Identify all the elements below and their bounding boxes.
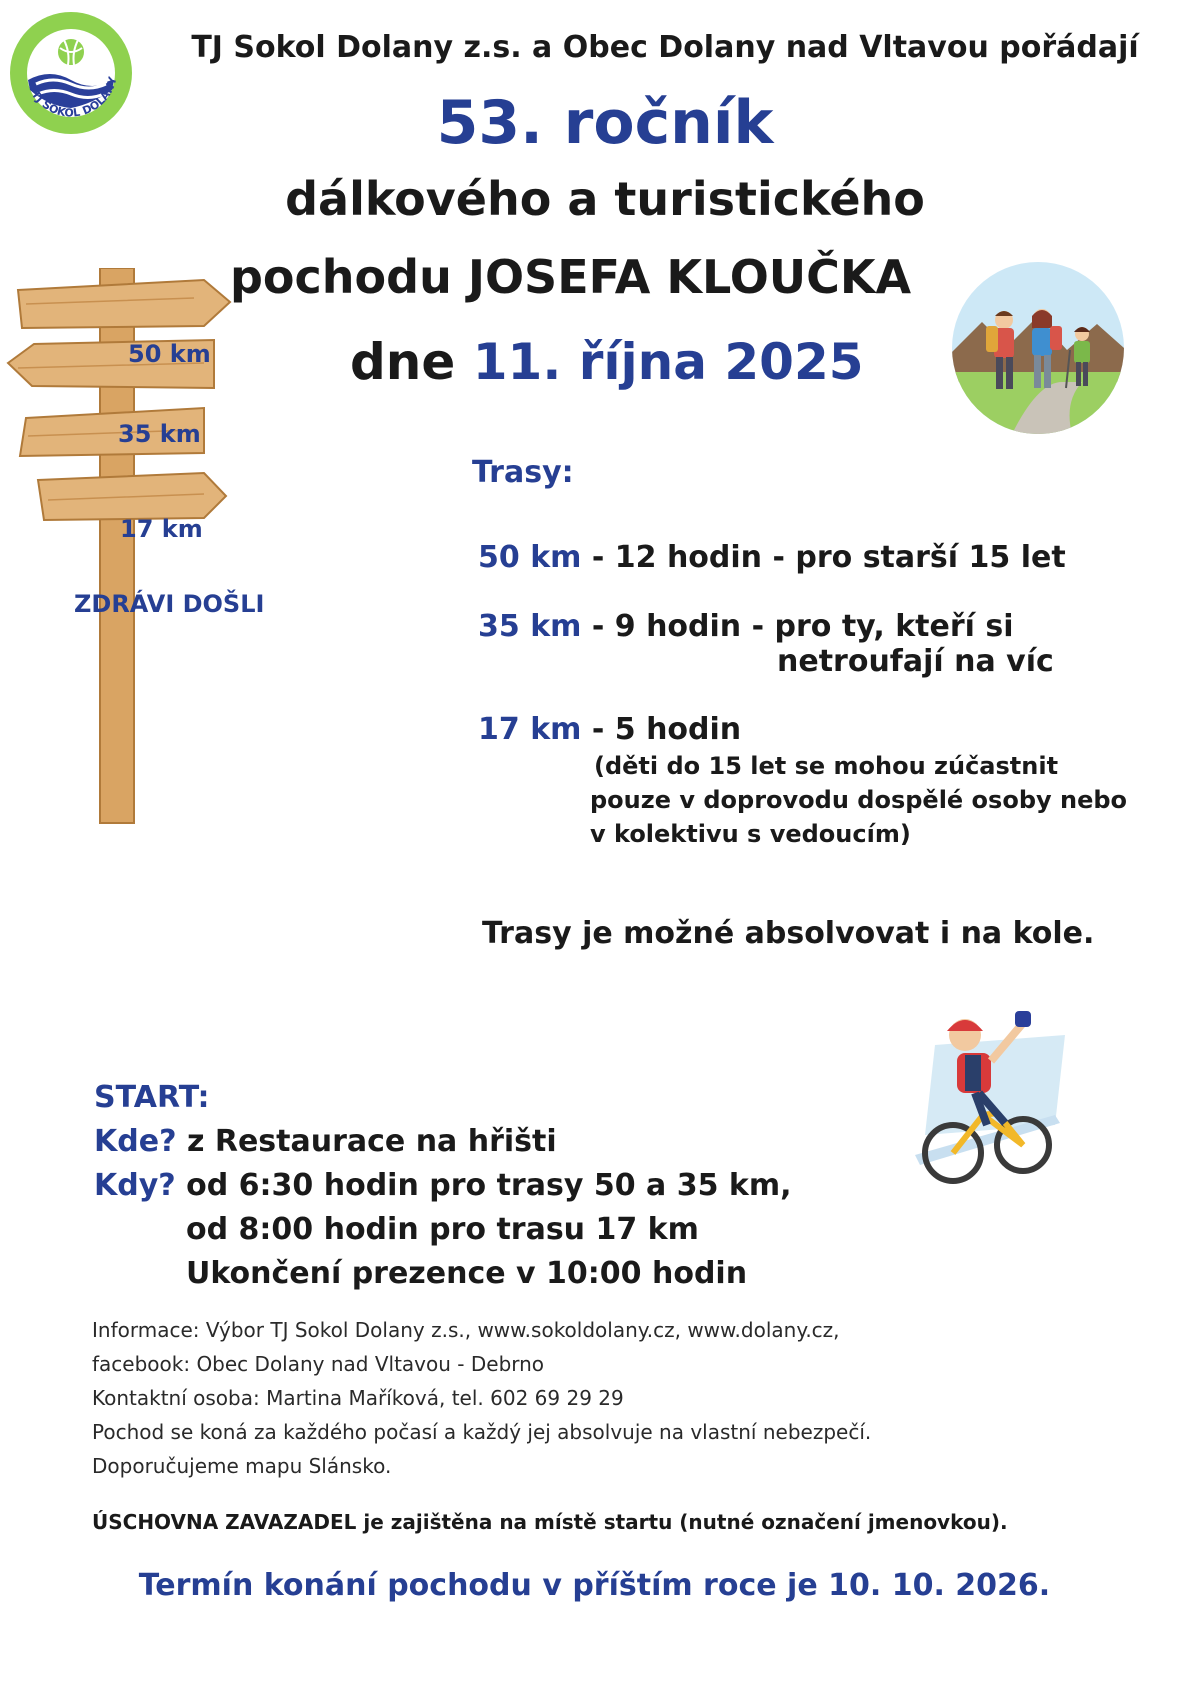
info-line-4: Pochod se koná za každého počasí a každý jej absolvuje na vlastní nebezpečí. [92,1420,872,1444]
title-line-1: dálkového a turistického [285,172,925,226]
start-where-value: z Restaurace na hřišti [186,1124,557,1159]
routes-heading: Trasy: [472,455,574,490]
info-line-1: Informace: Výbor TJ Sokol Dolany z.s., www.sokoldolany.cz, www.dolany.cz, [92,1318,840,1342]
start-when-line-1: od 6:30 hodin pro trasy 50 a 35 km, [186,1168,792,1203]
route-17-note-line-2: pouze v doprovodu dospělé osoby nebo [590,786,1128,814]
start-where-label: Kde? [94,1124,177,1159]
start-when-line-3: Ukončení prezence v 10:00 hodin [186,1256,748,1291]
sign-label-17: 17 km [120,515,203,543]
logo-text: TJ SOKOL DOLANY [28,75,120,120]
route-17-text: - 5 hodin [591,712,742,747]
sign-label-50: 50 km [128,340,211,368]
date-value: 11. října 2025 [472,333,864,391]
route-50 [478,540,1066,575]
route-35-text-continued: netroufají na víc [777,644,1054,679]
start-when-line-2: od 8:00 hodin pro trasu 17 km [186,1212,699,1247]
sokol-logo [8,10,134,136]
next-year-date: Termín konání pochodu v příštím roce je 10. 10. 2026. [138,1568,1051,1603]
start-when [94,1168,792,1203]
date-prefix: dne [350,333,456,391]
event-date [350,333,950,391]
info-line-3: Kontaktní osoba: Martina Maříková, tel. 602 69 29 29 [92,1386,624,1410]
sign-label-finish: ZDRÁVI DOŠLI [74,590,265,618]
route-35-text: - 9 hodin - pro ty, kteří si [591,609,1014,644]
route-17 [478,712,741,747]
start-when-label: Kdy? [94,1168,176,1203]
info-line-2: facebook: Obec Dolany nad Vltavou - Debrno [92,1352,545,1376]
title-line-2: pochodu JOSEFA KLOUČKA [230,250,912,304]
route-35 [478,609,1014,644]
route-50-text: - 12 hodin - pro starší 15 let [591,540,1066,575]
bike-note: Trasy je možné absolvovat i na kole. [482,916,1095,951]
cyclist-illustration [905,1005,1070,1190]
sign-label-35: 35 km [118,420,201,448]
route-35-distance: 35 km [478,609,582,644]
route-17-distance: 17 km [478,712,582,747]
route-17-note-line-1: (děti do 15 let se mohou zúčastnit [594,752,1059,780]
route-50-distance: 50 km [478,540,582,575]
hikers-illustration [952,262,1124,434]
luggage-note: ÚSCHOVNA ZAVAZADEL je zajištěna na místě startu (nutné označení jmenovkou). [92,1510,1008,1534]
info-line-5: Doporučujeme mapu Slánsko. [92,1454,392,1478]
edition-title: 53. ročník [436,88,774,158]
route-17-note-line-3: v kolektivu s vedoucím) [590,820,911,848]
start-where [94,1124,557,1159]
start-heading: START: [94,1080,210,1115]
organizers-line: TJ Sokol Dolany z.s. a Obec Dolany nad Vltavou pořádají [191,30,1139,65]
